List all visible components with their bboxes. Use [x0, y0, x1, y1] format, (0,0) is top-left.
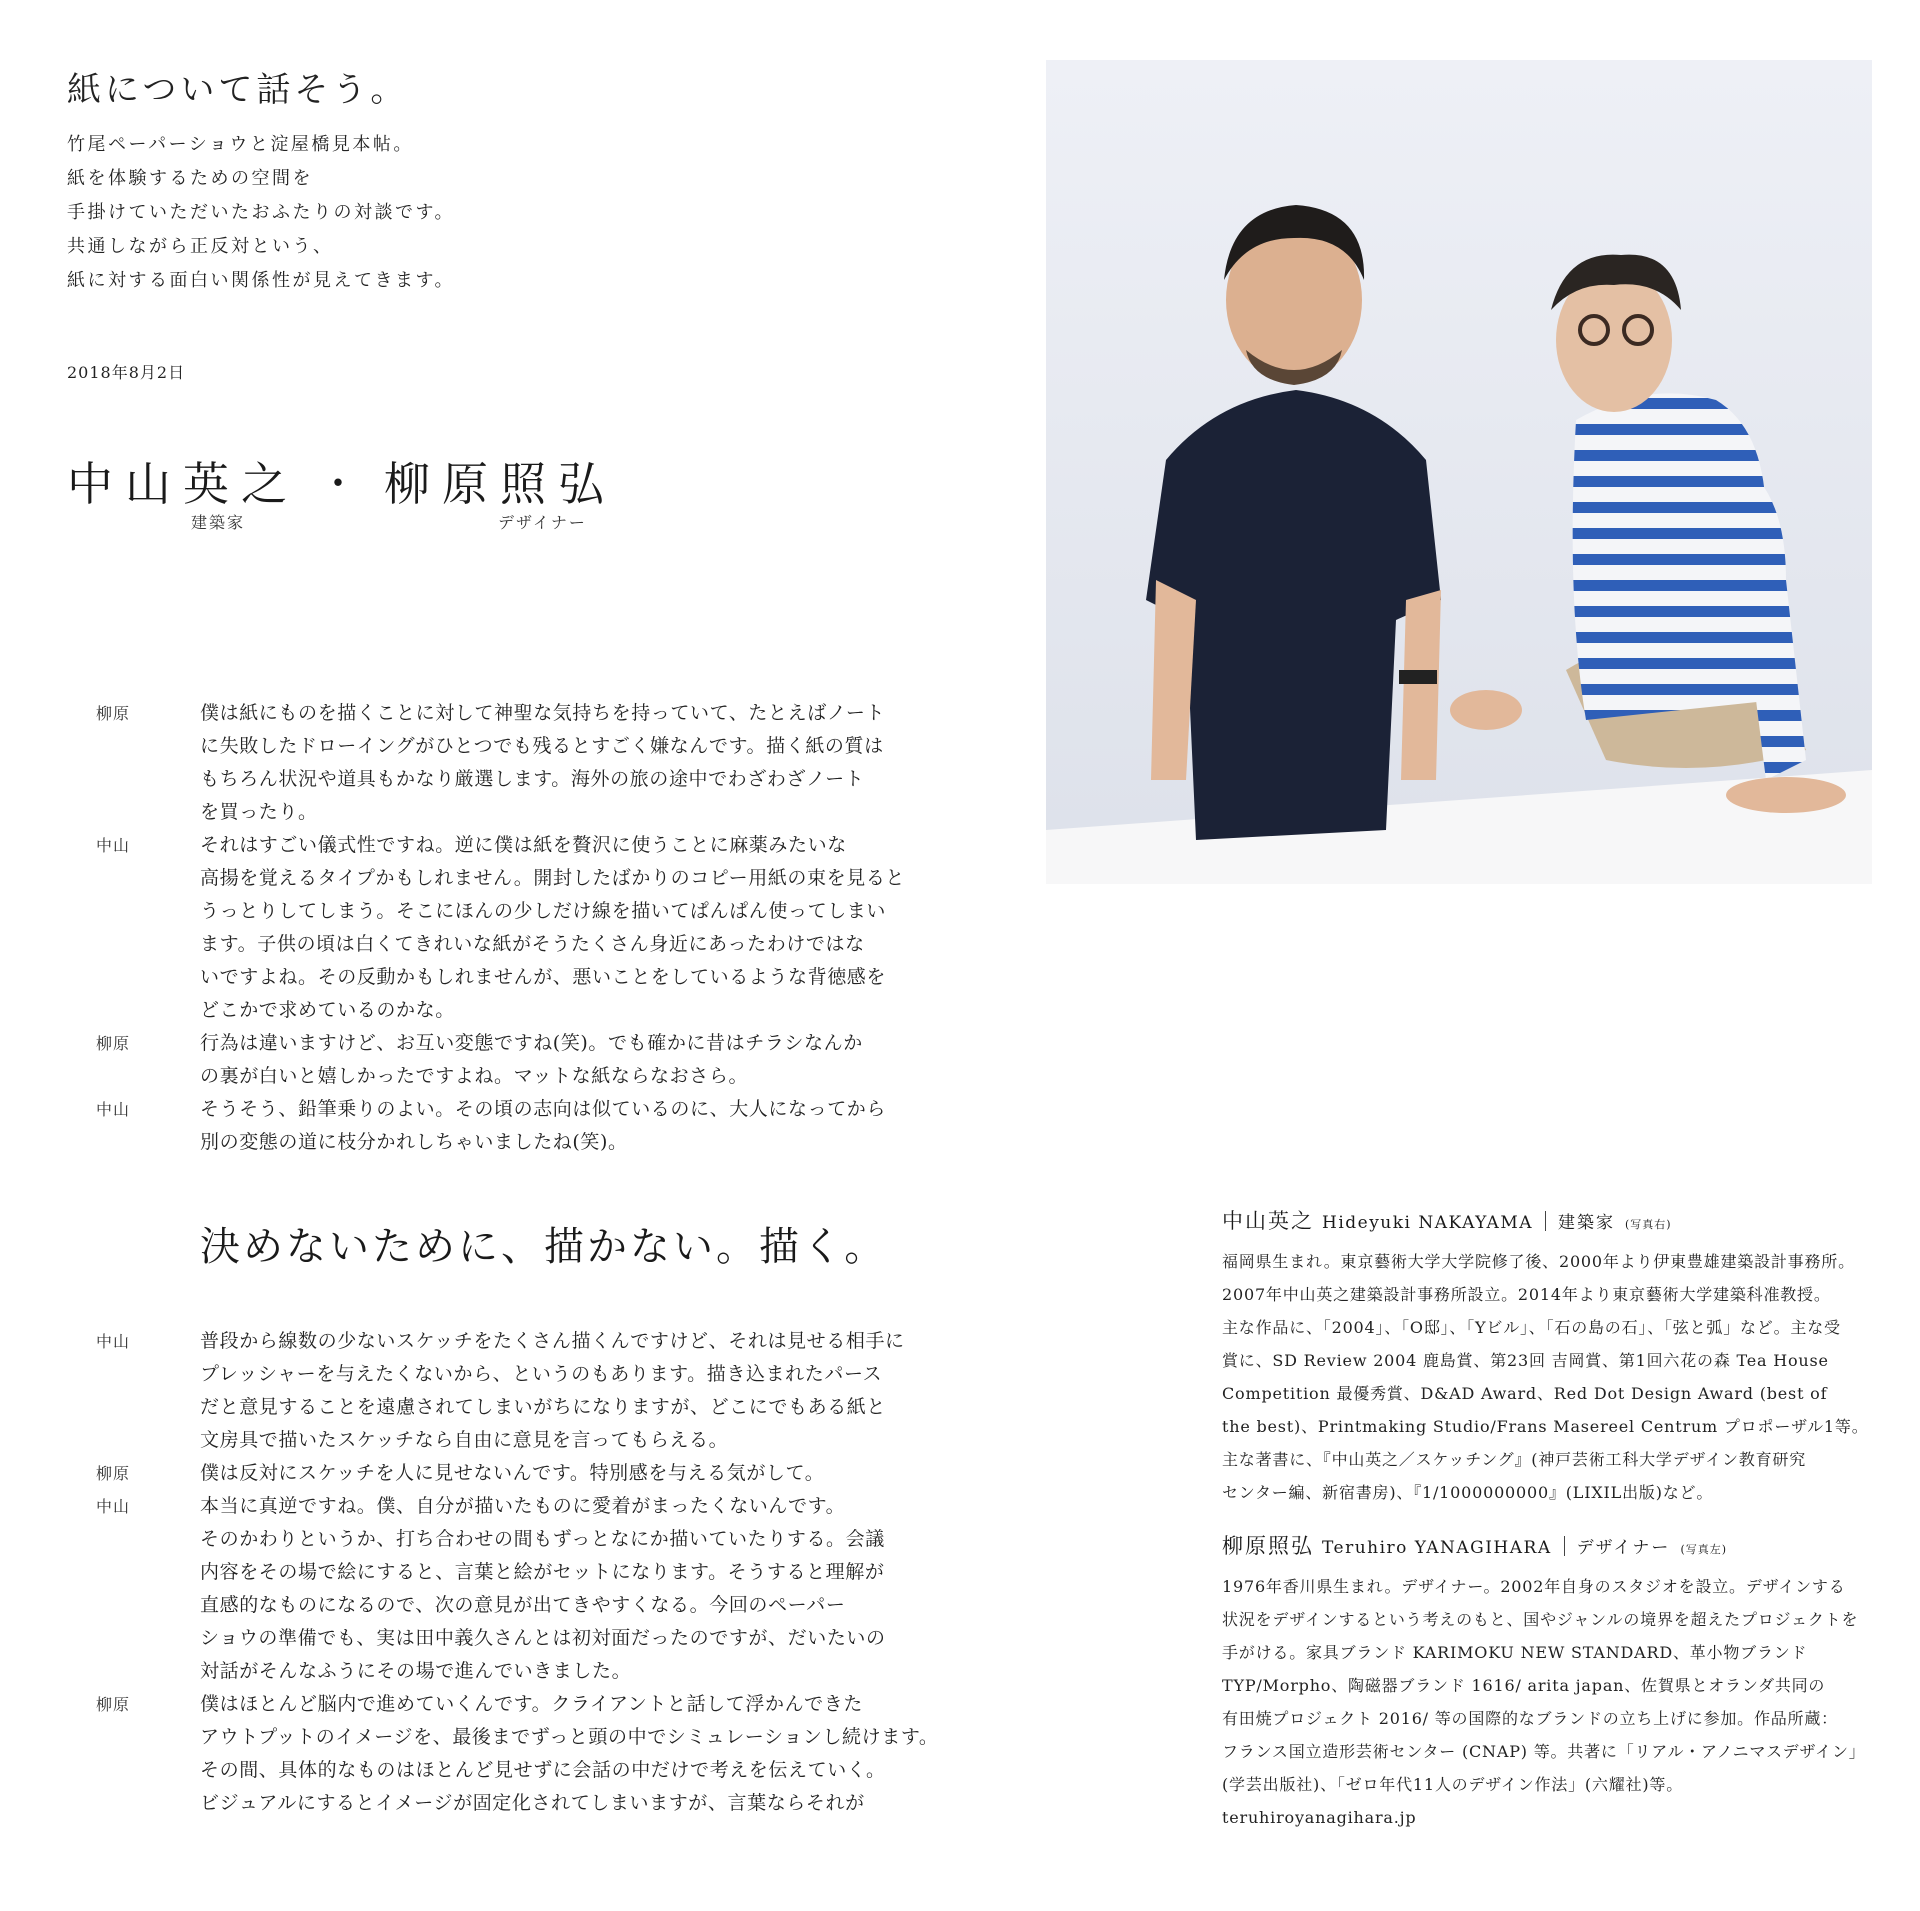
utterance — [200, 1457, 896, 1490]
bio-line: (学芸出版社)、「ゼロ年代11人のデザイン作法」(六耀社)等。 — [1222, 1775, 1684, 1794]
utterance-line: そのかわりというか、打ち合わせの間もずっとなにか描いていたりする。会議 — [200, 1528, 885, 1550]
profile-name: 中山英之 — [1222, 1209, 1314, 1233]
bio-line: 有田焼プロジェクト 2016/ 等の国際的なブランドの立ち上げに参加。作品所蔵： — [1222, 1709, 1838, 1728]
utterance-line: アウトプットのイメージを、最後までずっと頭の中でシミュレーションし続けます。 — [200, 1726, 939, 1748]
bio-line: 1976年香川県生まれ。デザイナー。2002年自身のスタジオを設立。デザインする — [1222, 1577, 1846, 1596]
role-nakayama: 建築家 — [191, 513, 246, 532]
profile-photo-note: (写真右) — [1625, 1218, 1672, 1231]
bio-line: Competition 最優秀賞、D&AD Award、Red Dot Design Award (best of — [1222, 1384, 1828, 1403]
profile-bio — [1222, 1245, 1882, 1509]
dialogue-entry — [96, 1027, 896, 1093]
speaker-label: 中山 — [96, 1100, 131, 1119]
website-link[interactable]: teruhiroyanagihara.jp — [1222, 1808, 1417, 1827]
utterance-line: 高揚を覚えるタイプかもしれません。開封したばかりのコピー用紙の束を見ると — [200, 867, 906, 889]
role-yanagihara: デザイナー — [498, 513, 587, 532]
bio-line: センター編、新宿書房)、『1/1000000000』(LIXIL出版)など。 — [1222, 1483, 1714, 1502]
bio-line: 手がける。家具ブランド KARIMOKU NEW STANDARD、革小物ブランド — [1222, 1643, 1808, 1662]
utterance-line: 直感的なものになるので、次の意見が出てきやすくなる。今回のペーパー — [200, 1594, 846, 1616]
profile-name-en: Hideyuki NAKAYAMA — [1322, 1213, 1534, 1233]
utterance-line: を買ったり。 — [200, 801, 318, 823]
profile-yanagihara — [1222, 1530, 1882, 1834]
utterance — [200, 697, 896, 829]
utterance-line: の裏が白いと嬉しかったですよね。マットな紙ならなおさら。 — [200, 1065, 749, 1087]
bio-line: the best)、Printmaking Studio/Frans Masereel Centrum プロポーザル1等。 — [1222, 1417, 1869, 1436]
utterance-line: 僕は反対にスケッチを人に見せないんです。特別感を与える気がして。 — [200, 1462, 825, 1484]
bio-line: 2007年中山英之建築設計事務所設立。2014年より東京藝術大学建築科准教授。 — [1222, 1285, 1831, 1304]
speaker-label: 中山 — [96, 1497, 131, 1516]
intro-text — [67, 128, 455, 298]
utterance-line: 行為は違いますけど、お互い変態ですね(笑)。でも確かに昔はチラシなんか — [200, 1032, 863, 1054]
profile-job: 建築家 — [1558, 1213, 1616, 1233]
utterance-line: ます。子供の頃は白くてきれいな紙がそうたくさん身近にあったわけではな — [200, 933, 865, 955]
portrait-illustration — [1046, 60, 1872, 884]
intro-line: 共通しながら正反対という、 — [67, 236, 334, 257]
utterance-line: 文房具で描いたスケッチなら自由に意見を言ってもらえる。 — [200, 1429, 729, 1451]
intro-line: 竹尾ペーパーショウと淀屋橋見本帖。 — [67, 134, 414, 155]
utterance-line: もちろん状況や道具もかなり厳選します。海外の旅の途中でわざわざノート — [200, 768, 865, 790]
profile-photo-note: (写真左) — [1680, 1543, 1728, 1556]
utterance — [200, 1688, 939, 1820]
profile-heading — [1222, 1530, 1882, 1560]
utterance-line: それはすごい儀式性ですね。逆に僕は紙を贅沢に使うことに麻薬みたいな — [200, 834, 847, 856]
bio-line: フランス国立造形芸術センター (CNAP) 等。共著に「リアル・アノニマスデザイン」 — [1222, 1742, 1866, 1761]
utterance-line: に失敗したドローイングがひとつでも残るとすごく嫌なんです。描く紙の質は — [200, 735, 884, 757]
utterance-line: うっとりしてしまう。そこにほんの少しだけ線を描いてぱんぱん使ってしまい — [200, 900, 887, 922]
portrait-photo — [1046, 60, 1872, 884]
utterance — [200, 1325, 905, 1457]
utterance-line: プレッシャーを与えたくないから、というのもあります。描き込まれたパース — [200, 1363, 883, 1385]
dialogue-entry — [96, 1325, 905, 1457]
utterance-line: そうそう、鉛筆乗りのよい。その頃の志向は似ているのに、大人になってから — [200, 1098, 887, 1120]
section-heading: 決めないために、描かない。描く。 — [200, 1224, 888, 1270]
profile-nakayama — [1222, 1205, 1882, 1509]
speaker-label: 柳原 — [96, 704, 131, 723]
dialogue-entry — [96, 1490, 896, 1688]
utterance-line: 本当に真逆ですね。僕、自分が描いたものに愛着がまったくないんです。 — [200, 1495, 846, 1517]
utterance-line: どこかで求めているのかな。 — [200, 999, 455, 1021]
speaker-label: 中山 — [96, 836, 131, 855]
utterance — [200, 829, 906, 1027]
dialogue-entry — [96, 1093, 896, 1159]
utterance-line: 別の変態の道に枝分かれしちゃいましたね(笑)。 — [200, 1131, 628, 1153]
profile-divider — [1564, 1536, 1565, 1556]
utterance-line: ショウの準備でも、実は田中義久さんとは初対面だったのですが、だいたいの — [200, 1627, 886, 1649]
dialogue-section-1 — [96, 697, 906, 1159]
utterance-line: ビジュアルにするとイメージが固定化されてしまいますが、言葉ならそれが — [200, 1792, 865, 1814]
bio-line: 福岡県生まれ。東京藝術大学大学院修了後、2000年より伊東豊雄建築設計事務所。 — [1222, 1252, 1855, 1271]
dialogue-entry — [96, 1457, 896, 1490]
profile-bio — [1222, 1570, 1882, 1834]
intro-line: 手掛けていただいたおふたりの対談です。 — [67, 202, 456, 223]
speaker-label: 柳原 — [96, 1464, 131, 1483]
bio-line: 状況をデザインするという考えのもと、国やジャンルの境界を超えたプロジェクトを — [1222, 1610, 1859, 1629]
profile-heading — [1222, 1205, 1882, 1235]
profile-divider — [1545, 1211, 1546, 1231]
bio-line: TYP/Morpho、陶磁器ブランド 1616/ arita japan、佐賀県とオランダ共同の — [1222, 1676, 1826, 1695]
profile-job: デザイナー — [1576, 1538, 1671, 1558]
utterance-line: その間、具体的なものはほとんど見せずに会話の中だけで考えを伝えていく。 — [200, 1759, 886, 1781]
name-yanagihara: 柳原照弘 — [384, 457, 616, 511]
speaker-label: 中山 — [96, 1332, 131, 1351]
bio-line: 主な著書に、『中山英之／スケッチング』(神戸芸術工科大学デザイン教育研究 — [1222, 1450, 1807, 1469]
speaker-label: 柳原 — [96, 1695, 131, 1714]
utterance — [200, 1027, 896, 1093]
utterance-line: 内容をその場で絵にすると、言葉と絵がセットになります。そうすると理解が — [200, 1561, 885, 1583]
profile-name-en: Teruhiro YANAGIHARA — [1322, 1538, 1552, 1558]
publish-date: 2018年8月2日 — [67, 363, 186, 382]
intro-line: 紙に対する面白い関係性が見えてきます。 — [67, 270, 456, 291]
dialogue-section-2 — [96, 1325, 939, 1820]
utterance — [200, 1093, 896, 1159]
name-nakayama: 中山英之 — [67, 457, 299, 511]
utterance-line: いですよね。その反動かもしれませんが、悪いことをしているような背徳感を — [200, 966, 887, 988]
utterance-line: 普段から線数の少ないスケッチをたくさん描くんですけど、それは見せる相手に — [200, 1330, 905, 1352]
speaker-label: 柳原 — [96, 1034, 131, 1053]
utterance-line: 僕は紙にものを描くことに対して神聖な気持ちを持っていて、たとえばノート — [200, 702, 886, 724]
dialogue-entry — [96, 697, 896, 829]
name-separator: ・ — [318, 461, 370, 507]
bio-line: 賞に、SD Review 2004 鹿島賞、第23回 吉岡賞、第1回六花の森 Tea House — [1222, 1351, 1829, 1370]
dialogue-entry — [96, 829, 906, 1027]
dialogue-entry — [96, 1688, 939, 1820]
profile-name: 柳原照弘 — [1222, 1534, 1314, 1558]
utterance-line: 対話がそんなふうにその場で進んでいきました。 — [200, 1660, 632, 1682]
intro-line: 紙を体験するための空間を — [67, 168, 313, 189]
utterance-line: 僕はほとんど脳内で進めていくんです。クライアントと話して浮かんできた — [200, 1693, 863, 1715]
page-title: 紙について話そう。 — [67, 70, 409, 110]
bio-line: 主な作品に、「2004」、「O邸」、「Yビル」、「石の島の石」、「弦と弧」など。主な受 — [1222, 1318, 1841, 1337]
utterance-line: だと意見することを遠慮されてしまいがちになりますが、どこにでもある紙と — [200, 1396, 887, 1418]
utterance — [200, 1490, 896, 1688]
